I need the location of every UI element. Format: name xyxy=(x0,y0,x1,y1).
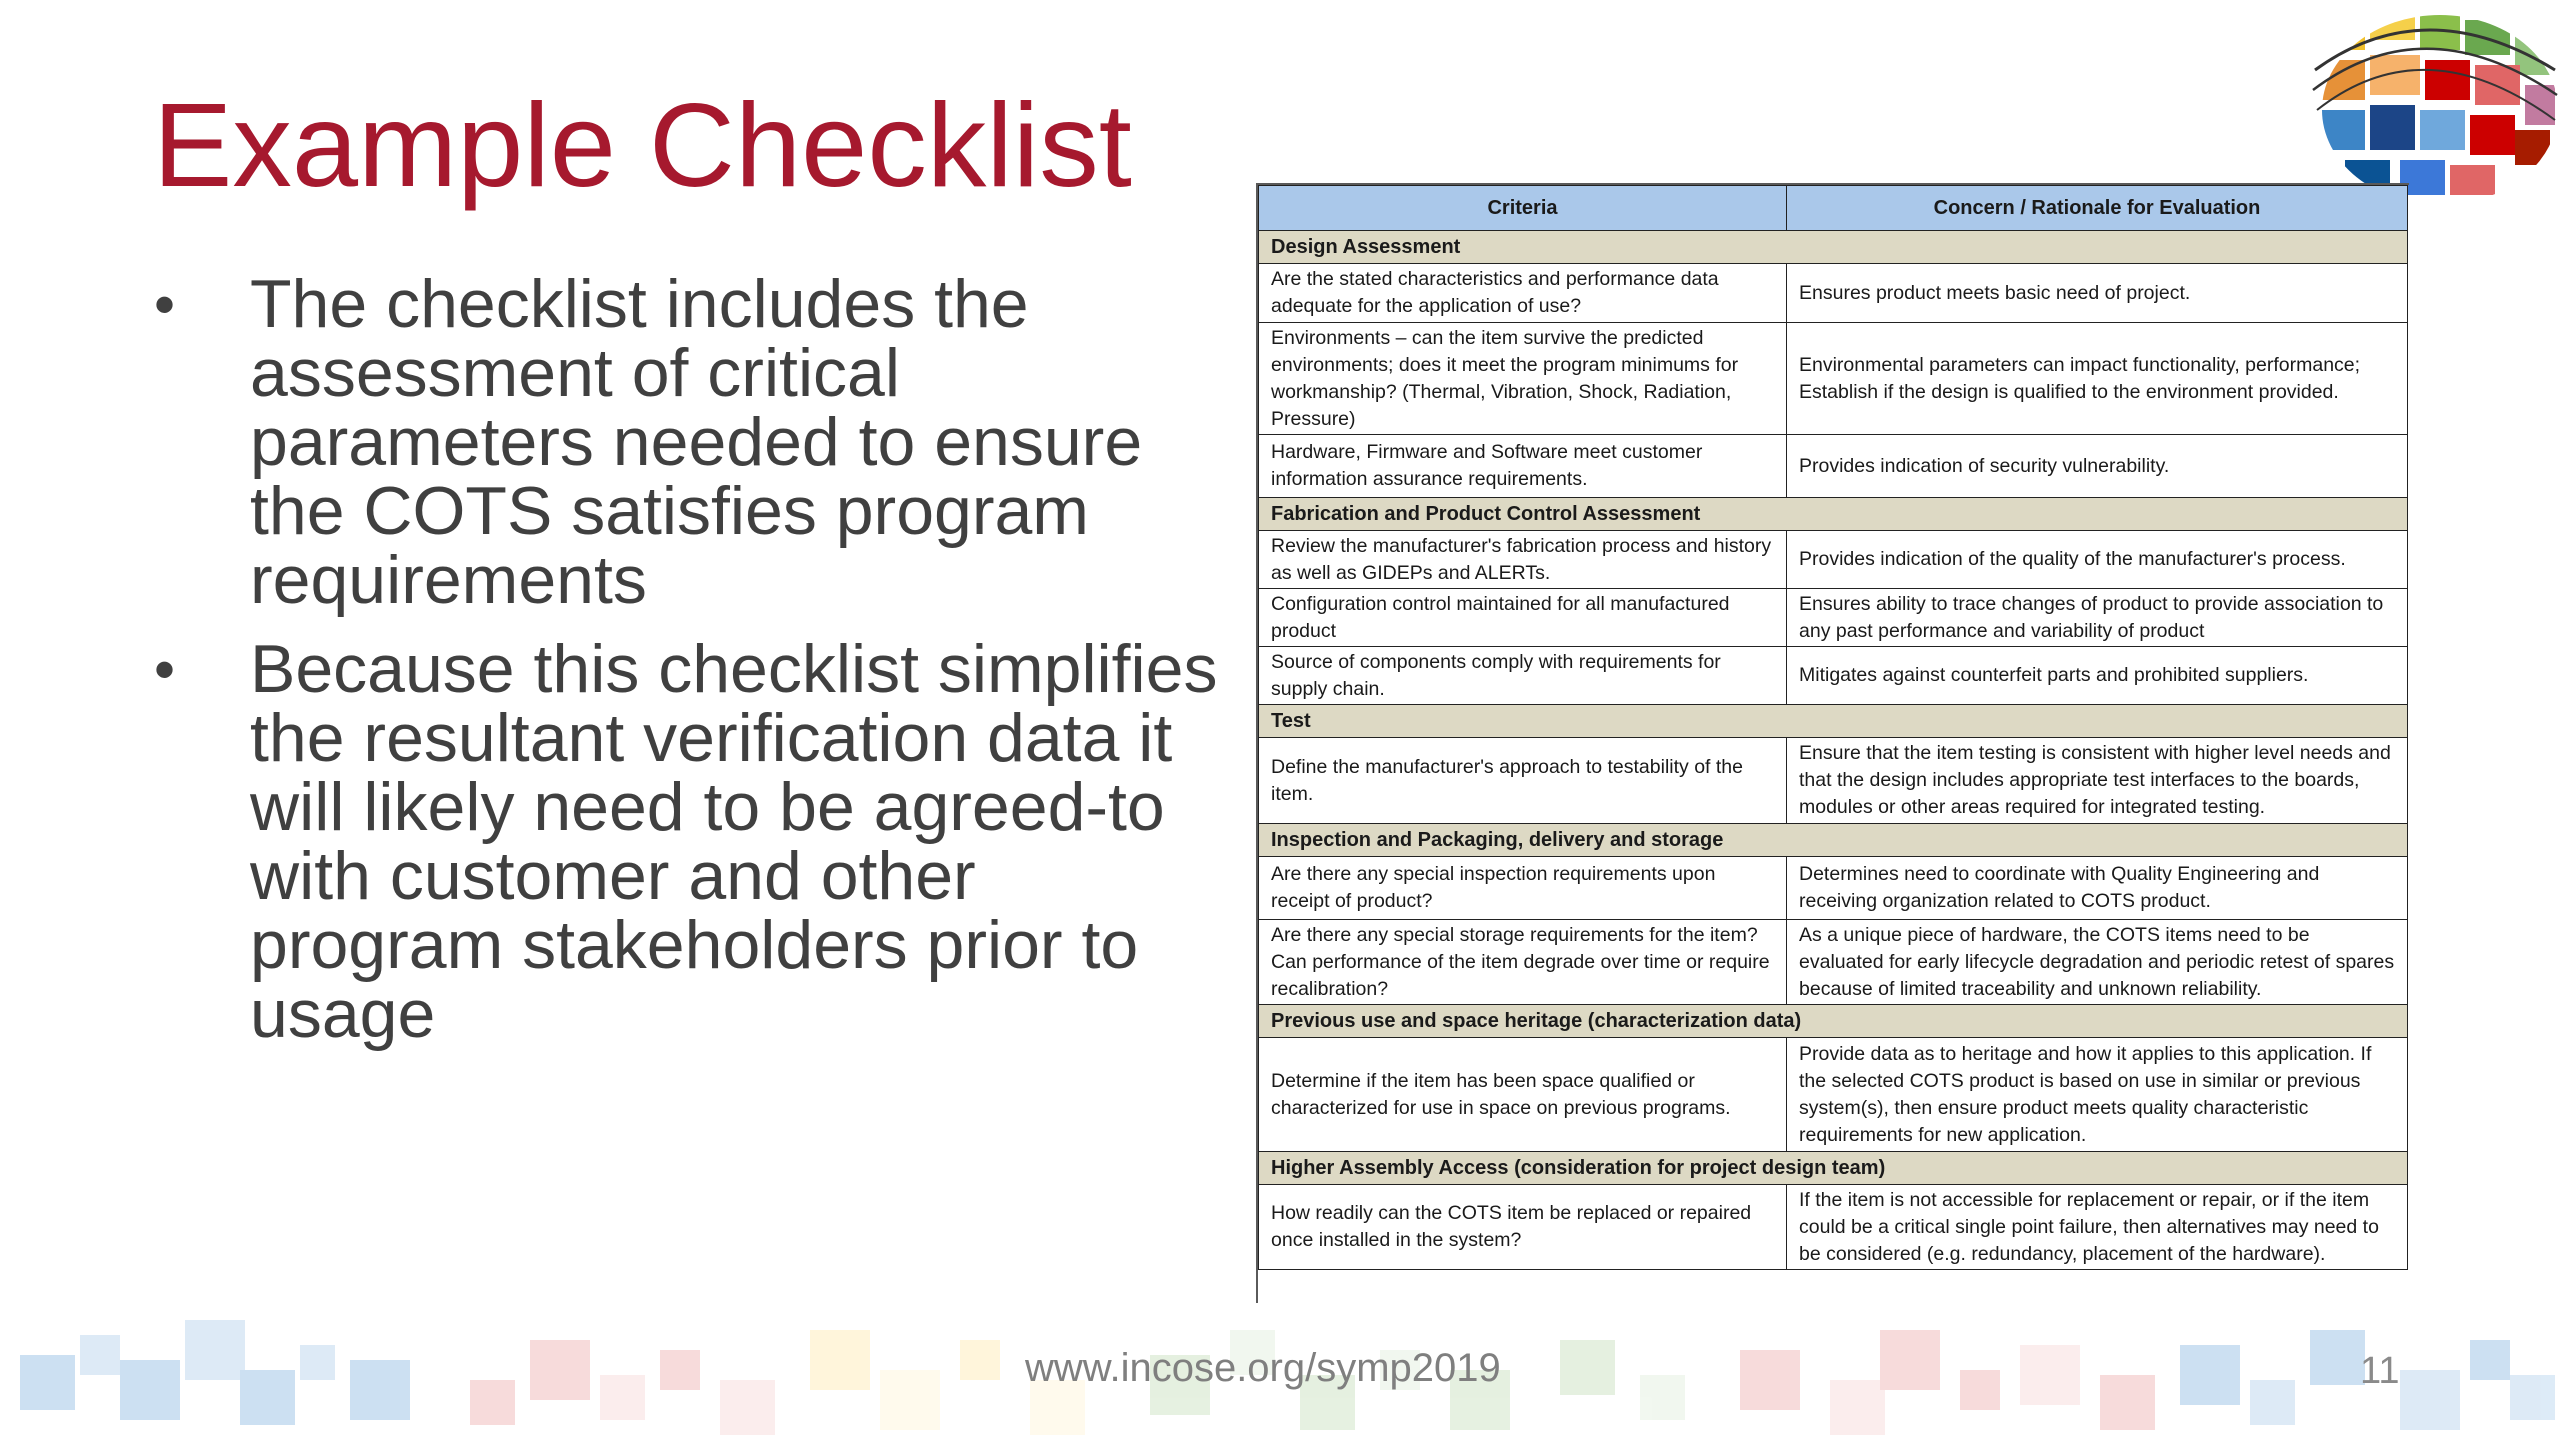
criteria-cell: Hardware, Firmware and Software meet customer information assurance requirements. xyxy=(1259,435,1787,498)
table-row xyxy=(1259,857,2408,920)
slide-title: Example Checklist xyxy=(153,79,1132,212)
criteria-cell: Determine if the item has been space qualified or characterized for use in space on previous programs. xyxy=(1259,1038,1787,1152)
bullet-text: The checklist includes the assessment of critical parameters needed to ensure the COTS satisfies program requirements xyxy=(250,266,1143,618)
criteria-cell: Review the manufacturer's fabrication process and history as well as GIDEPs and ALERTs. xyxy=(1259,531,1787,589)
table-row xyxy=(1259,589,2408,647)
section-title: Test xyxy=(1259,705,2408,738)
criteria-cell: Are there any special storage requirements for the item? Can performance of the item degrade over time or require recalibration? xyxy=(1259,920,1787,1005)
section-title: Inspection and Packaging, delivery and storage xyxy=(1259,824,2408,857)
table-row xyxy=(1259,1038,2408,1152)
rationale-cell: Provide data as to heritage and how it applies to this application. If the selected COTS product is based on use in similar or previous system(s), then ensure product meets quality characteristic requirements for new application. xyxy=(1787,1038,2408,1152)
rationale-cell: Provides indication of the quality of the manufacturer's process. xyxy=(1787,531,2408,589)
bullet-item xyxy=(150,631,1220,1052)
rationale-cell: If the item is not accessible for replacement or repair, or if the item could be a critical single point failure, then alternatives may need to be considered (e.g. redundancy, placement of the hardware). xyxy=(1787,1185,2408,1270)
section-row xyxy=(1259,824,2408,857)
table-row xyxy=(1259,264,2408,323)
section-row xyxy=(1259,231,2408,264)
section-row xyxy=(1259,1152,2408,1185)
rationale-cell: Determines need to coordinate with Quality Engineering and receiving organization related to COTS product. xyxy=(1787,857,2408,920)
bullet-marker: • xyxy=(154,271,176,338)
bullet-marker: • xyxy=(154,636,176,703)
section-row xyxy=(1259,1005,2408,1038)
criteria-cell: Are there any special inspection requirements upon receipt of product? xyxy=(1259,857,1787,920)
bullet-text: Because this checklist simplifies the resultant verification data it will likely need to be agreed-to with customer and other program stakeholders prior to usage xyxy=(250,631,1218,1052)
table-row xyxy=(1259,920,2408,1005)
section-title: Higher Assembly Access (consideration for project design team) xyxy=(1259,1152,2408,1185)
criteria-cell: Source of components comply with requirements for supply chain. xyxy=(1259,647,1787,705)
section-row xyxy=(1259,498,2408,531)
header-rationale: Concern / Rationale for Evaluation xyxy=(1787,186,2408,231)
incose-globe-logo xyxy=(2305,0,2560,205)
bullet-list xyxy=(150,266,1220,1069)
table-row xyxy=(1259,435,2408,498)
rationale-cell: Environmental parameters can impact functionality, performance; Establish if the design is qualified to the environment provided. xyxy=(1787,323,2408,435)
rationale-cell: Mitigates against counterfeit parts and prohibited suppliers. xyxy=(1787,647,2408,705)
section-row xyxy=(1259,705,2408,738)
rationale-cell: Ensure that the item testing is consistent with higher level needs and that the design includes appropriate test interfaces to the boards, modules or other areas required for integrated testing. xyxy=(1787,738,2408,824)
rationale-cell: Ensures ability to trace changes of product to provide association to any past performance and variability of product xyxy=(1787,589,2408,647)
rationale-cell: As a unique piece of hardware, the COTS items need to be evaluated for early lifecycle degradation and periodic retest of spares because of limited traceability and unknown reliability. xyxy=(1787,920,2408,1005)
section-title: Previous use and space heritage (characterization data) xyxy=(1259,1005,2408,1038)
criteria-cell: Environments – can the item survive the predicted environments; does it meet the program minimums for workmanship? (Thermal, Vibration, Shock, Radiation, Pressure) xyxy=(1259,323,1787,435)
table-row xyxy=(1259,738,2408,824)
criteria-cell: How readily can the COTS item be replaced or repaired once installed in the system? xyxy=(1259,1185,1787,1270)
table-header-row xyxy=(1259,186,2408,231)
criteria-cell: Are the stated characteristics and performance data adequate for the application of use? xyxy=(1259,264,1787,323)
section-title: Design Assessment xyxy=(1259,231,2408,264)
table-row xyxy=(1259,323,2408,435)
section-title: Fabrication and Product Control Assessment xyxy=(1259,498,2408,531)
checklist-table xyxy=(1256,183,2409,1303)
page-number: 11 xyxy=(2360,1350,2400,1392)
header-criteria: Criteria xyxy=(1259,186,1787,231)
bullet-item xyxy=(150,266,1220,618)
criteria-cell: Define the manufacturer's approach to testability of the item. xyxy=(1259,738,1787,824)
criteria-cell: Configuration control maintained for all manufactured product xyxy=(1259,589,1787,647)
rationale-cell: Provides indication of security vulnerability. xyxy=(1787,435,2408,498)
rationale-cell: Ensures product meets basic need of project. xyxy=(1787,264,2408,323)
table-row xyxy=(1259,647,2408,705)
footer-url[interactable]: www.incose.org/symp2019 xyxy=(1025,1346,1501,1390)
table-row xyxy=(1259,1185,2408,1270)
table-row xyxy=(1259,531,2408,589)
